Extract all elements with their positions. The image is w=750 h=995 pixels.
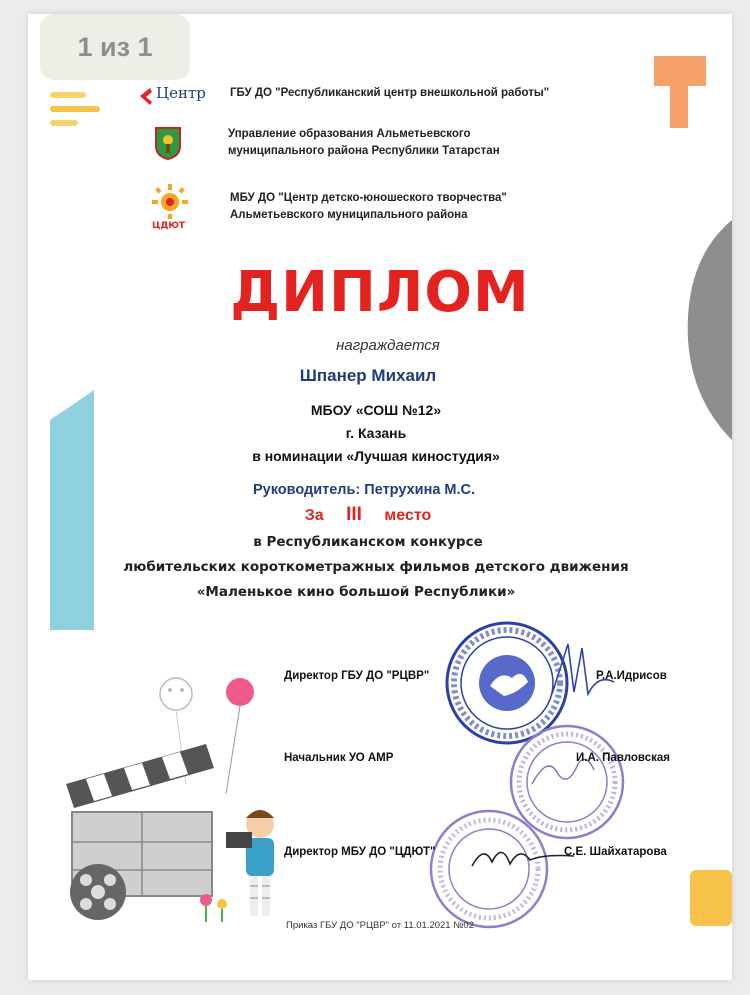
decor-orange-shape-icon [648, 56, 732, 128]
cinema-kids-illustration-icon [46, 664, 316, 926]
sig-title-rcvr: Директор ГБУ ДО "РЦВР" [284, 670, 430, 682]
contest-line1: в Республиканском конкурсе [253, 534, 483, 550]
signature-shaykhatarova-icon [468, 836, 578, 876]
decor-yellow-corner-icon [684, 870, 732, 926]
org-cdyut [148, 184, 507, 230]
org-uo-amr-line1: Управление образования Альметьевского [228, 128, 471, 140]
org-rcvr [138, 80, 549, 106]
almetyevsk-coat-of-arms-icon [154, 126, 182, 160]
contest-line3: «Маленькое кино большой Республики» [196, 584, 516, 600]
org-uo-amr [154, 126, 500, 160]
org-cdyut-line1: МБУ ДО "Центр детско-юношеского творчества" [230, 192, 507, 204]
place-line [28, 504, 720, 526]
cdyut-logo-text: ЦДЮТ [152, 221, 186, 230]
city: г. Казань [345, 425, 407, 441]
cdyut-sun-logo-icon [148, 184, 192, 230]
rcvr-logo-icon [138, 80, 218, 106]
place-prefix: За [304, 507, 324, 524]
place-suffix: место [384, 507, 432, 524]
contest-line2: любительских короткометражных фильмов детского движения [123, 559, 629, 575]
awarded-label: награждается [336, 337, 440, 354]
page-counter: 1 из 1 [40, 14, 190, 80]
sig-name-pavlovskaya: И.А. Павловская [576, 752, 670, 764]
leader: Руководитель: Петрухина М.С. [252, 482, 476, 498]
rcvr-logo-text: Центр [156, 84, 206, 102]
diploma-page [28, 14, 732, 980]
org-cdyut-line2: Альметьевского муниципального района [230, 209, 468, 221]
sig-title-cdyut: Директор МБУ ДО "ЦДЮТ" [284, 846, 436, 858]
org-uo-amr-line2: муниципального района Республики Татарстан [228, 145, 500, 157]
signature-idrisov-icon [548, 634, 618, 704]
recipient-name: Шпанер Михаил [299, 366, 437, 385]
sig-name-idrisov: Р.А.Идрисов [596, 670, 667, 682]
nomination: в номинации «Лучшая киностудия» [252, 448, 500, 464]
decor-yellow-stripes-icon [50, 84, 110, 134]
sig-title-uo-amr: Начальник УО АМР [284, 752, 394, 764]
sig-name-shaykhatarova: С.Е. Шайхатарова [564, 846, 667, 858]
order-reference: Приказ ГБУ ДО "РЦВР" от 11.01.2021 №02 [286, 920, 474, 931]
diploma-title: ДИПЛОМ [230, 260, 530, 325]
school-name: МБОУ «СОШ №12» [310, 402, 442, 418]
org-rcvr-text: ГБУ ДО "Республиканский центр внешкольной работы" [230, 86, 550, 99]
place-number: III [346, 504, 362, 525]
